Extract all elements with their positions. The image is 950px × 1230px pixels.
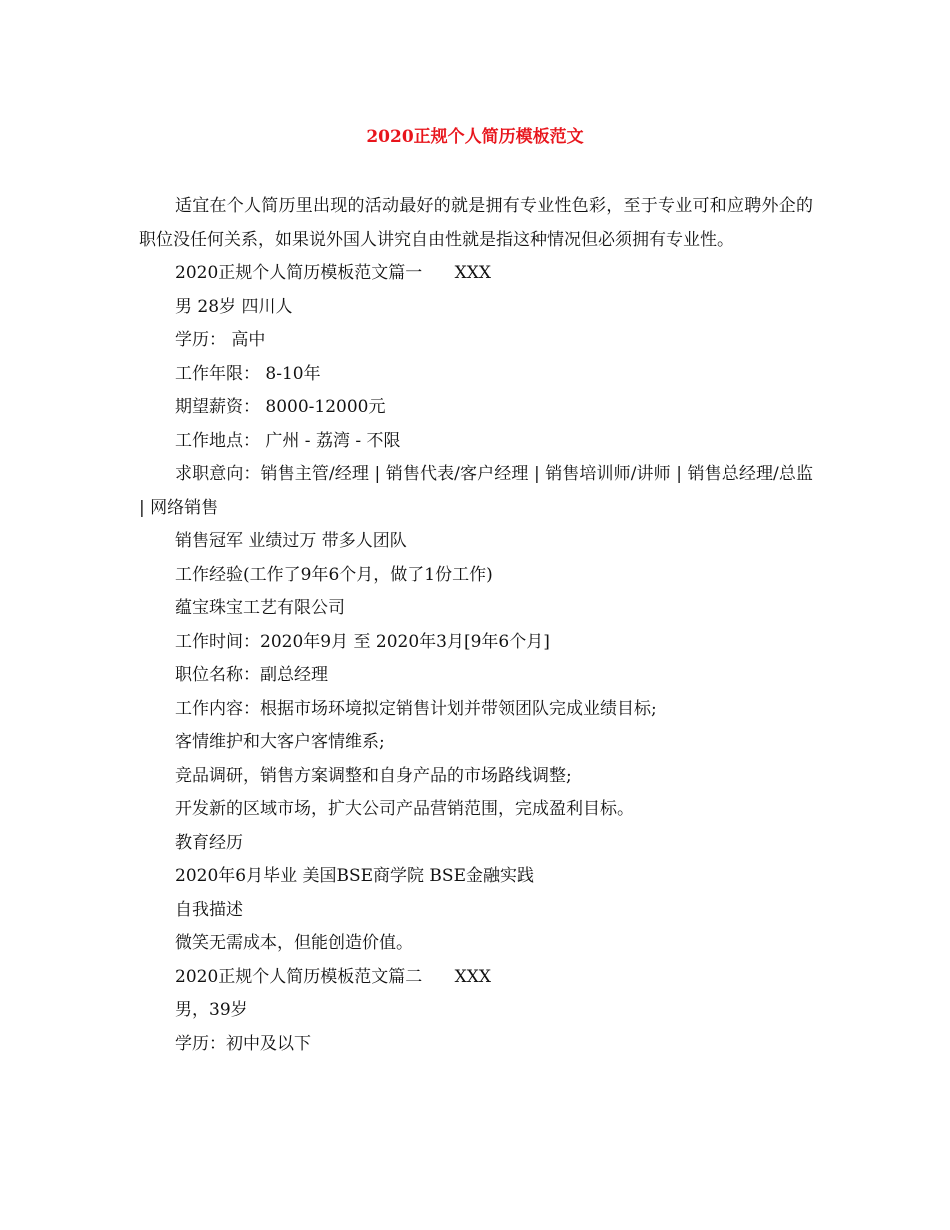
document-body <box>139 190 819 1061</box>
resume-two-education: 学历：初中及以下 <box>175 1033 311 1054</box>
work-period: 工作时间：2020年9月 至 2020年3月[9年6个月] <box>175 631 550 652</box>
work-years: 工作年限： 8-10年 <box>175 363 321 384</box>
job-duty-clients: 客情维护和大客户客情维系; <box>175 732 385 752</box>
education-detail: 2020年6月毕业 美国BSE商学院 BSE金融实践 <box>175 866 534 886</box>
job-content: 工作内容：根据市场环境拟定销售计划并带领团队完成业绩目标; <box>175 698 657 719</box>
job-duty-research: 竞品调研，销售方案调整和自身产品的市场路线调整; <box>175 765 572 786</box>
self-description: 微笑无需成本，但能创造价值。 <box>175 933 413 953</box>
company-name: 蕴宝珠宝工艺有限公司 <box>175 598 345 618</box>
page-title: 2020正规个人简历模板范文 <box>366 127 584 147</box>
resume-two-gender-age: 男，39岁 <box>175 1000 248 1020</box>
resume-two-heading: 2020正规个人简历模板范文篇二 XXX <box>175 966 491 987</box>
highlights: 销售冠军 业绩过万 带多人团队 <box>175 531 407 551</box>
education-heading: 教育经历 <box>175 832 243 853</box>
job-duty-markets: 开发新的区域市场，扩大公司产品营销范围，完成盈利目标。 <box>175 799 634 819</box>
job-intention: 求职意向：销售主管/经理 | 销售代表/客户经理 | 销售培训师/讲师 | 销售总经理/总监 | 网络销售 <box>139 464 819 518</box>
position-title: 职位名称：副总经理 <box>175 665 328 685</box>
work-experience-heading: 工作经验(工作了9年6个月，做了1份工作) <box>175 564 493 585</box>
expected-salary: 期望薪资： 8000-12000元 <box>175 397 386 417</box>
resume-one-heading: 2020正规个人简历模板范文篇一 XXX <box>175 263 491 283</box>
work-location: 工作地点： 广州 - 荔湾 - 不限 <box>175 430 401 451</box>
education-level: 学历： 高中 <box>175 330 266 350</box>
intro-paragraph: 适宜在个人简历里出现的活动最好的就是拥有专业性色彩，至于专业可和应聘外企的职位没任何关系，如果说外国人讲究自由性就是指这种情况但必须拥有专业性。 <box>139 196 813 250</box>
gender-age-origin: 男 28岁 四川人 <box>175 296 293 317</box>
self-description-heading: 自我描述 <box>175 899 243 920</box>
